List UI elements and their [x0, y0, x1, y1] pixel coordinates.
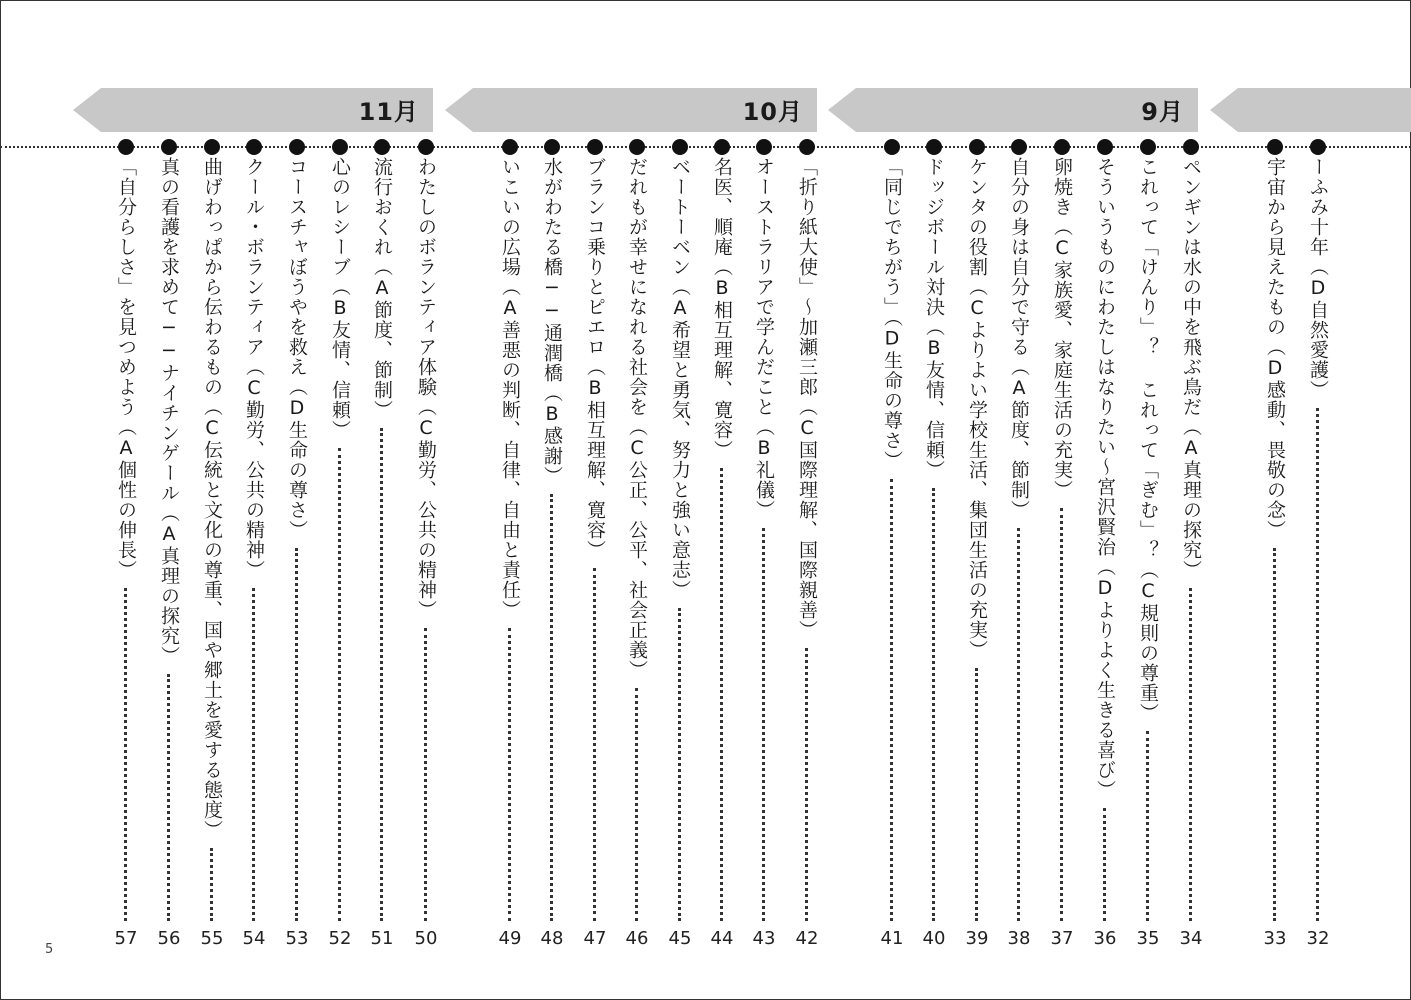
entry-page-number: 44 [710, 928, 734, 949]
entry-page-number: 54 [242, 928, 266, 949]
dot-leader [1060, 508, 1063, 921]
entry-title: コースチャぼうやを救え（D生命の尊さ） [286, 157, 308, 540]
entry-title: 心のレシーブ（B友情、信頼） [329, 157, 351, 440]
bullet-icon [1140, 139, 1156, 155]
entry-title: 真の看護を求めて──ナイチンゲール（A真理の探究） [158, 157, 180, 666]
entry-page-number: 45 [668, 928, 692, 949]
bullet-icon [502, 139, 518, 155]
entry-title: そういうものにわたしはなりたい〜宮沢賢治（Dよりよく生きる喜び） [1094, 157, 1116, 800]
toc-entry[interactable] [1175, 139, 1207, 949]
toc-entry[interactable] [1302, 139, 1334, 949]
bullet-icon [884, 139, 900, 155]
entry-page-number: 46 [625, 928, 649, 949]
entry-title: ケンタの役割（Cよりよい学校生活、集団生活の充実） [966, 157, 988, 660]
entry-page-number: 51 [370, 928, 394, 949]
bullet-icon [714, 139, 730, 155]
entry-page-number: 32 [1306, 928, 1330, 949]
entry-page-number: 56 [157, 928, 181, 949]
dot-leader [338, 448, 341, 921]
entry-title: 曲げわっぱから伝わるもの（C伝統と文化の尊重、国や郷土を愛する態度） [201, 157, 223, 840]
entry-page-number: 38 [1007, 928, 1031, 949]
month-tab-label: 11月 [358, 98, 419, 126]
dot-leader [167, 674, 170, 921]
toc-entry[interactable] [579, 139, 611, 949]
toc-entry[interactable] [238, 139, 270, 949]
bullet-icon [246, 139, 262, 155]
toc-entry[interactable] [961, 139, 993, 949]
toc-entry[interactable] [1259, 139, 1291, 949]
entry-title: 「同じでちがう」（D生命の尊さ） [881, 157, 903, 471]
bullet-icon [118, 139, 134, 155]
dot-leader [678, 608, 681, 921]
toc-entry[interactable] [1003, 139, 1035, 949]
entry-title: 「自分らしさ」を見つめよう（A個性の伸長） [115, 157, 137, 580]
bullet-icon [1097, 139, 1113, 155]
entry-title: だれもが幸せになれる社会を（C公正、公平、社会正義） [626, 157, 648, 680]
entry-page-number: 53 [285, 928, 309, 949]
dot-leader [424, 628, 427, 921]
entry-page-number: 35 [1136, 928, 1160, 949]
dot-leader [593, 568, 596, 921]
entry-page-number: 48 [540, 928, 564, 949]
entry-page-number: 34 [1179, 928, 1203, 949]
bullet-icon [204, 139, 220, 155]
month-tab-label: 10月 [742, 98, 803, 126]
dot-leader [295, 548, 298, 921]
entry-page-number: 49 [498, 928, 522, 949]
bullet-icon [799, 139, 815, 155]
bullet-icon [418, 139, 434, 155]
page-folio: 5 [45, 942, 54, 957]
entry-title: いこいの広場（A善悪の判断、自律、自由と責任） [499, 157, 521, 620]
month-tab-september [828, 88, 1198, 132]
entry-title: ーふみ十年（D自然愛護） [1307, 157, 1329, 400]
toc-entry[interactable] [1089, 139, 1121, 949]
dot-leader [252, 588, 255, 921]
toc-entry[interactable] [281, 139, 313, 949]
bullet-icon [1011, 139, 1027, 155]
dot-leader [932, 488, 935, 921]
dot-leader [805, 648, 808, 921]
dot-leader [1103, 808, 1106, 921]
bullet-icon [926, 139, 942, 155]
entry-page-number: 40 [922, 928, 946, 949]
month-tab-october [445, 88, 817, 132]
bullet-icon [374, 139, 390, 155]
entry-title: わたしのボランティア体験（C勤労、公共の精神） [415, 157, 437, 620]
dot-leader [890, 479, 893, 921]
bullet-icon [969, 139, 985, 155]
entry-title: ドッジボール対決（B友情、信頼） [923, 157, 945, 480]
toc-entry[interactable] [706, 139, 738, 949]
toc-entry[interactable] [1046, 139, 1078, 949]
bullet-icon [289, 139, 305, 155]
entry-page-number: 55 [200, 928, 224, 949]
bullet-icon [756, 139, 772, 155]
bullet-icon [672, 139, 688, 155]
dot-leader [550, 494, 553, 921]
toc-entry[interactable] [1132, 139, 1164, 949]
toc-entry[interactable] [366, 139, 398, 949]
toc-entry[interactable] [196, 139, 228, 949]
entry-page-number: 37 [1050, 928, 1074, 949]
toc-entry[interactable] [748, 139, 780, 949]
bullet-icon [1183, 139, 1199, 155]
entry-page-number: 57 [114, 928, 138, 949]
toc-entry[interactable] [664, 139, 696, 949]
dot-leader [1316, 408, 1319, 921]
dot-leader [508, 628, 511, 921]
toc-entry[interactable] [918, 139, 950, 949]
toc-entry[interactable] [621, 139, 653, 949]
entry-page-number: 43 [752, 928, 776, 949]
entry-page-number: 39 [965, 928, 989, 949]
entry-page-number: 47 [583, 928, 607, 949]
dot-leader [1273, 548, 1276, 921]
month-tab-november [73, 88, 433, 132]
bullet-icon [544, 139, 560, 155]
dot-leader [124, 588, 127, 921]
entry-page-number: 36 [1093, 928, 1117, 949]
dot-leader [380, 428, 383, 921]
dot-leader [720, 468, 723, 921]
month-tab-shape [1210, 88, 1411, 132]
toc-entry[interactable] [791, 139, 823, 949]
month-tab-august [1210, 88, 1411, 132]
entry-title: ベートーベン（A希望と勇気、努力と強い意志） [669, 157, 691, 600]
entry-title: 名医、順庵（B相互理解、寛容） [711, 157, 733, 460]
entry-page-number: 41 [880, 928, 904, 949]
entry-page-number: 33 [1263, 928, 1287, 949]
entry-title: オーストラリアで学んだこと（B礼儀） [753, 157, 775, 520]
entry-title: ブランコ乗りとピエロ（B相互理解、寛容） [584, 157, 606, 560]
bullet-icon [1267, 139, 1283, 155]
toc-entry[interactable] [153, 139, 185, 949]
toc-entry[interactable] [494, 139, 526, 949]
entry-title: クール・ボランティア（C勤労、公共の精神） [243, 157, 265, 580]
dot-leader [975, 668, 978, 921]
bullet-icon [629, 139, 645, 155]
entry-title: 宇宙から見えたもの（D感動、畏敬の念） [1264, 157, 1286, 540]
entry-page-number: 52 [328, 928, 352, 949]
month-tab-label: 9月 [1141, 98, 1184, 126]
entry-title: これって「けんり」？ これって「ぎむ」？（C規則の尊重） [1137, 157, 1159, 723]
entry-title: ペンギンは水の中を飛ぶ鳥だ（A真理の探究） [1180, 157, 1202, 580]
dot-leader [1146, 731, 1149, 921]
dot-leader [1189, 588, 1192, 921]
toc-entry[interactable] [324, 139, 356, 949]
toc-entry[interactable] [110, 139, 142, 949]
bullet-icon [161, 139, 177, 155]
bullet-icon [587, 139, 603, 155]
entry-title: 自分の身は自分で守る（A節度、節制） [1008, 157, 1030, 520]
toc-entry[interactable] [876, 139, 908, 949]
toc-entry[interactable] [536, 139, 568, 949]
dot-leader [635, 688, 638, 921]
entry-title: 卵焼き（C家族愛、家庭生活の充実） [1051, 157, 1073, 500]
bullet-icon [1310, 139, 1326, 155]
bullet-icon [332, 139, 348, 155]
entry-title: 「折り紙大使」〜加瀬三郎（C国際理解、国際親善） [796, 157, 818, 640]
dot-leader [1017, 528, 1020, 921]
dot-leader [210, 848, 213, 921]
entry-title: 流行おくれ（A節度、節制） [371, 157, 393, 420]
dot-leader [762, 528, 765, 921]
entry-title: 水がわたる橋──通潤橋（B感謝） [541, 157, 563, 486]
entry-page-number: 50 [414, 928, 438, 949]
toc-entry[interactable] [410, 139, 442, 949]
bullet-icon [1054, 139, 1070, 155]
entry-page-number: 42 [795, 928, 819, 949]
